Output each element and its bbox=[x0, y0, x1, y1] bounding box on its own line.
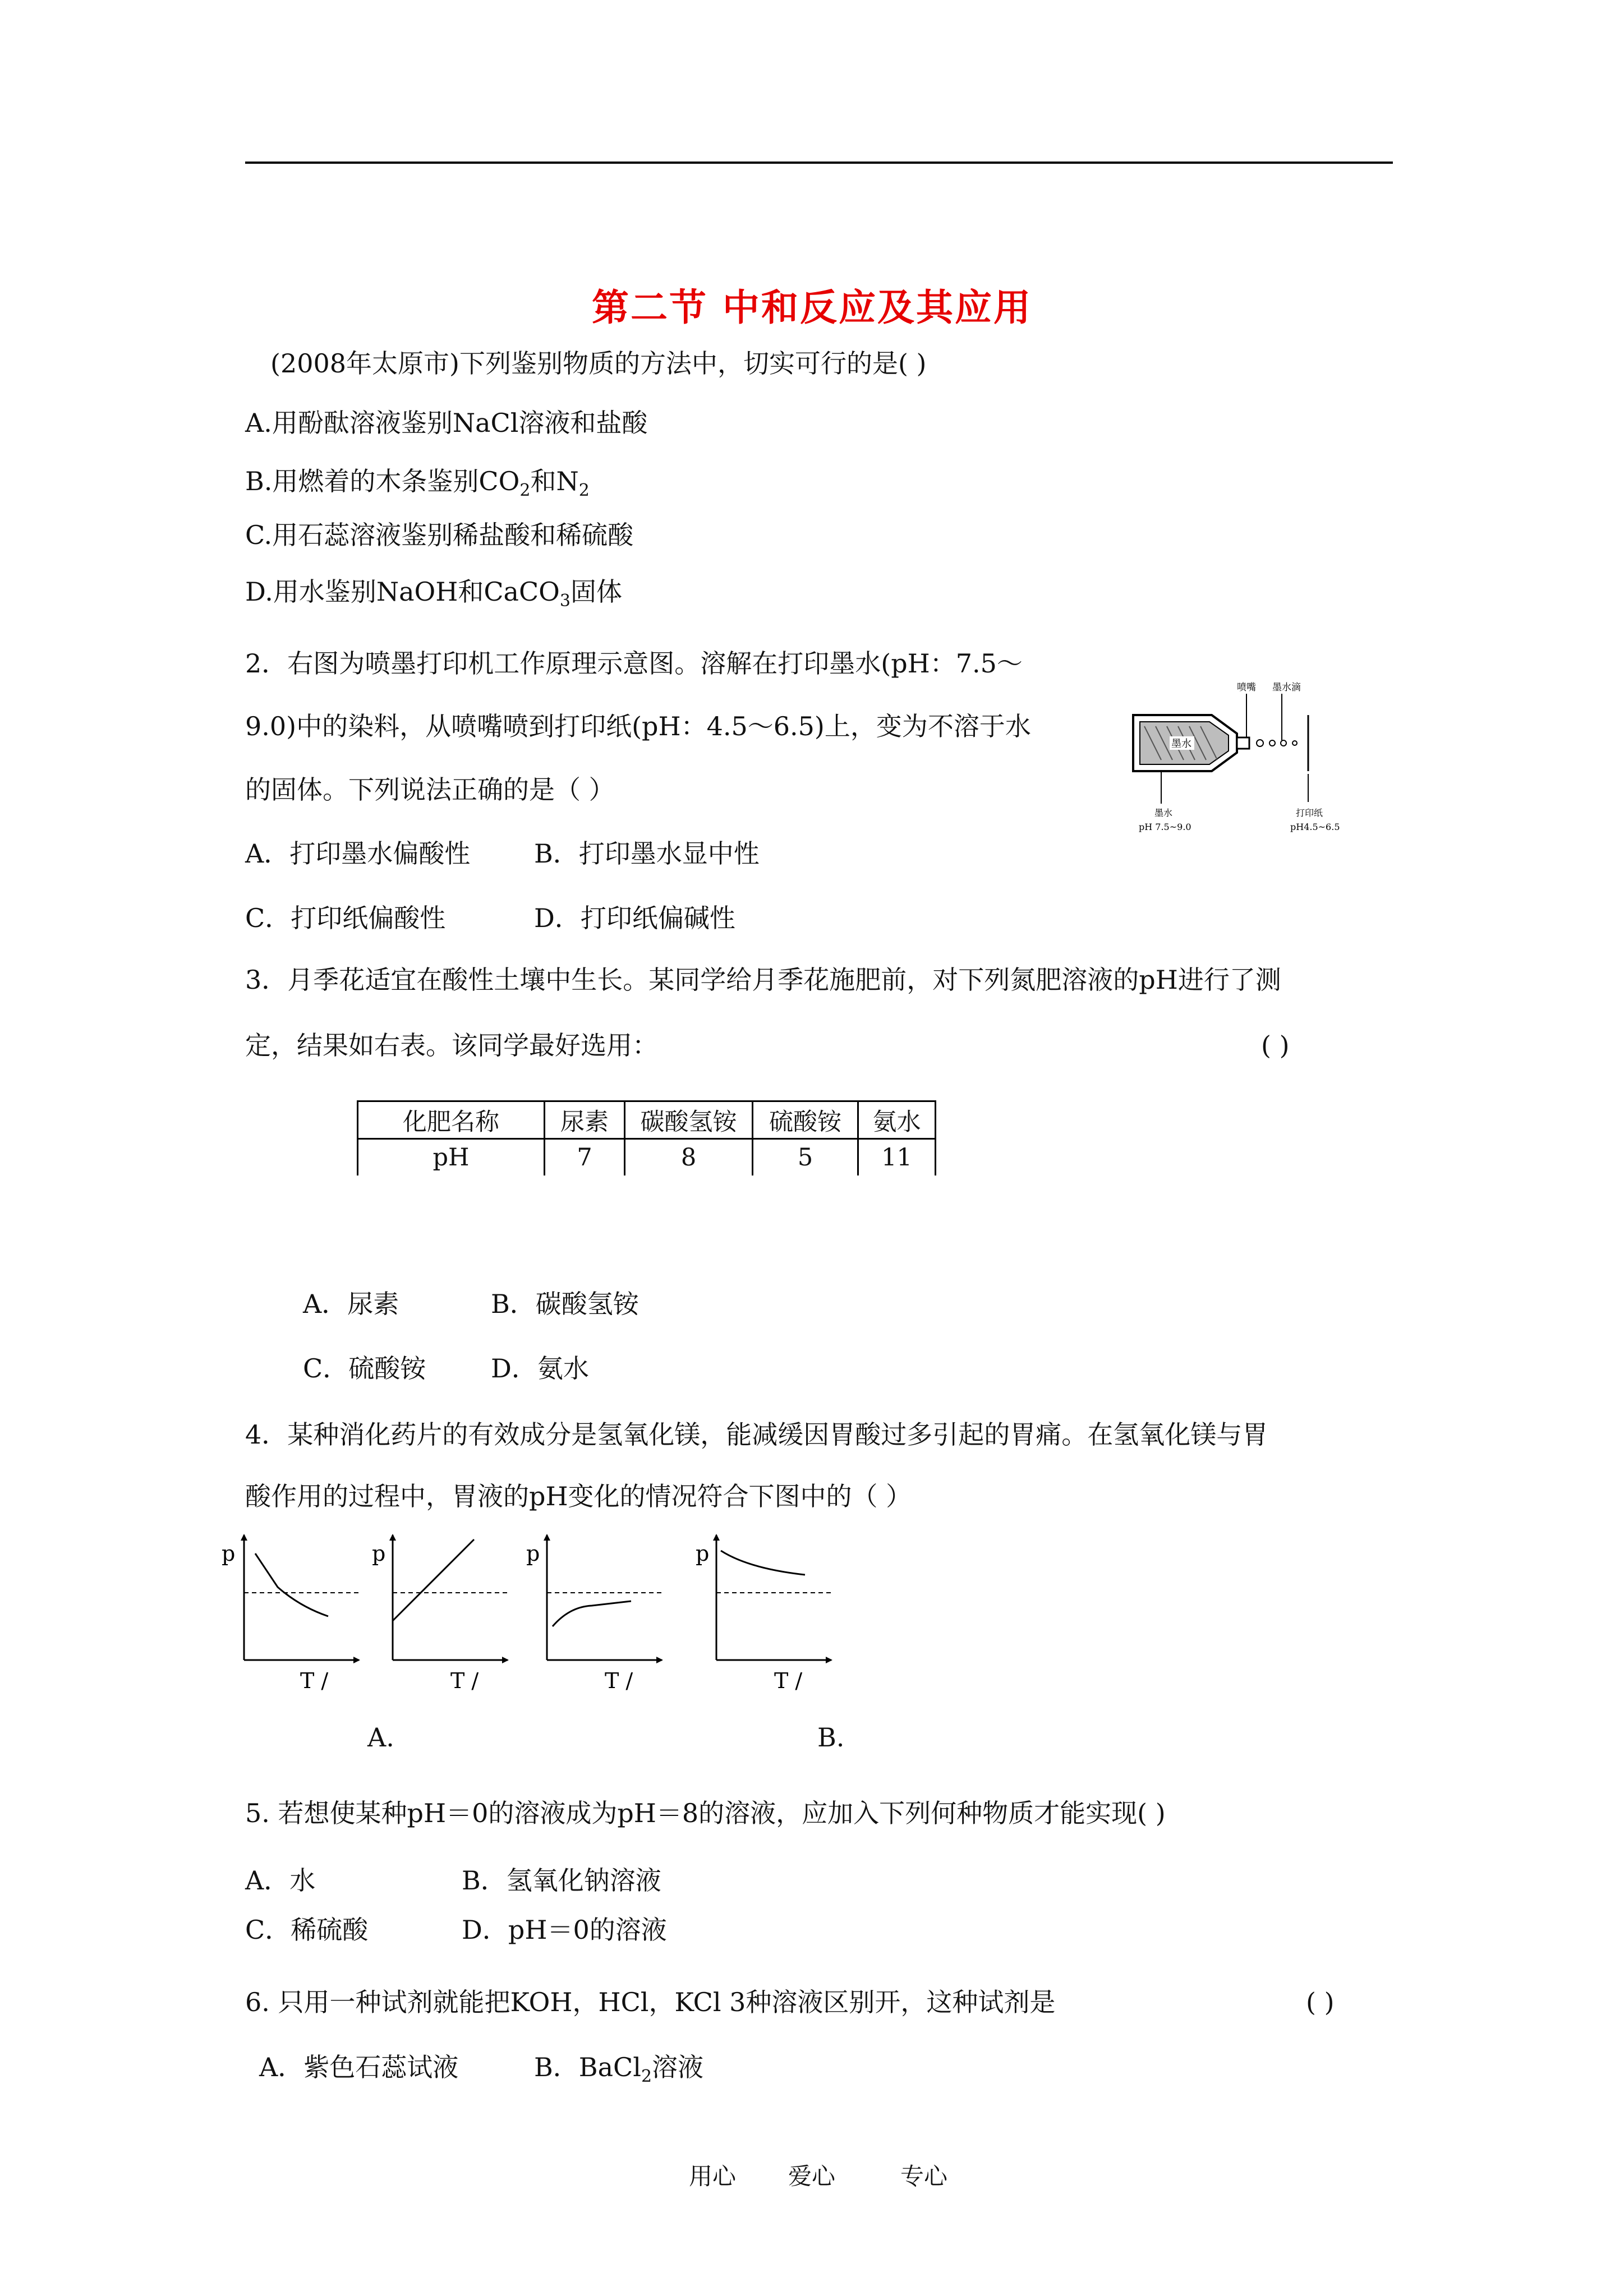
q2-option-b: B．打印墨水显中性 bbox=[534, 838, 760, 869]
footer-text-1: 用心 bbox=[689, 2163, 737, 2190]
ph-graph-1 bbox=[222, 1535, 359, 1691]
q3-option-c: C．硫酸铵 bbox=[303, 1353, 426, 1384]
ink-label: 墨水 bbox=[1154, 808, 1173, 818]
q2-option-a: A．打印墨水偏酸性 bbox=[245, 838, 471, 869]
ink-inside-label: 墨水 bbox=[1171, 738, 1191, 750]
q5-option-c: C．稀硫酸 bbox=[245, 1915, 369, 1945]
q1-option-d: D.用水鉴别NaOH和CaCO$_3$固体 bbox=[245, 577, 622, 611]
x-axis-label: T / bbox=[450, 1668, 479, 1691]
header-rule bbox=[245, 162, 1393, 164]
page-title: 第二节 中和反应及其应用 bbox=[592, 285, 1032, 329]
q3-line-1: 3．月季花适宜在酸性土壤中生长。某同学给月季花施肥前，对下列氮肥溶液的pH进行了测 bbox=[245, 965, 1281, 995]
ink-drop-label: 墨水滴 bbox=[1272, 682, 1301, 693]
q4-label-a: A. bbox=[367, 1722, 394, 1753]
table-row bbox=[358, 1139, 936, 1176]
table-cell: 7 bbox=[545, 1139, 625, 1176]
footer-text-3: 专心 bbox=[900, 2163, 948, 2190]
q6-option-a: A．紫色石蕊试液 bbox=[259, 2052, 459, 2082]
q5-option-d: D．pH＝0的溶液 bbox=[462, 1915, 667, 1945]
x-axis-label: T / bbox=[774, 1668, 803, 1691]
table-cell: 11 bbox=[858, 1139, 936, 1176]
table-header-cell: 氨水 bbox=[858, 1101, 936, 1139]
ph-curve bbox=[553, 1601, 631, 1626]
q5-option-b: B．氢氧化钠溶液 bbox=[462, 1865, 661, 1896]
q5-option-a: A．水 bbox=[245, 1865, 316, 1896]
inkjet-diagram bbox=[1128, 676, 1341, 850]
q6-stem: 6. 只用一种试剂就能把KOH，HCl，KCl 3种溶液区别开，这种试剂是 bbox=[245, 1987, 1056, 2017]
q1-option-b: B.用燃着的木条鉴别$CO_2$和$N_2$ bbox=[245, 466, 590, 501]
fertilizer-ph-table bbox=[357, 1100, 936, 1175]
ink-drop bbox=[1281, 740, 1286, 746]
q3-option-b: B．碳酸氢铵 bbox=[491, 1289, 639, 1319]
y-axis-label: p bbox=[526, 1541, 540, 1566]
nozzle bbox=[1237, 737, 1249, 749]
q6-option-b: B．BaCl$_2$溶液 bbox=[534, 2052, 704, 2087]
q6-answer-paren: ( ) bbox=[1306, 1987, 1335, 2017]
table-header-cell: 硫酸铵 bbox=[753, 1101, 858, 1139]
table-cell: 5 bbox=[753, 1139, 858, 1176]
q1-option-c: C.用石蕊溶液鉴别稀盐酸和稀硫酸 bbox=[245, 520, 634, 550]
ph-graph-4 bbox=[696, 1535, 831, 1691]
y-axis-label: p bbox=[372, 1541, 386, 1566]
table-header-row bbox=[358, 1101, 936, 1139]
q1-stem: (2008年太原市)下列鉴别物质的方法中，切实可行的是( ) bbox=[270, 348, 927, 379]
table-header-cell: 碳酸氢铵 bbox=[625, 1101, 753, 1139]
paper-label: 打印纸 bbox=[1296, 808, 1323, 818]
ink-drop bbox=[1269, 740, 1275, 746]
x-axis-label: T / bbox=[300, 1668, 329, 1691]
ink-drop bbox=[1257, 740, 1263, 746]
q3-answer-paren: ( ) bbox=[1261, 1030, 1290, 1061]
q1-option-a: A.用酚酞溶液鉴别NaCl溶液和盐酸 bbox=[245, 408, 648, 438]
q2-line-2: 9.0)中的染料，从喷嘴喷到打印纸(pH：4.5～6.5)上，变为不溶于水 bbox=[245, 711, 1031, 741]
ph-curve bbox=[255, 1553, 328, 1616]
table-header-cell: 化肥名称 bbox=[358, 1101, 545, 1139]
ph-graph-3 bbox=[526, 1535, 662, 1691]
x-axis-label: T / bbox=[605, 1668, 633, 1691]
q5-stem: 5. 若想使某种pH＝0的溶液成为pH＝8的溶液，应加入下列何种物质才能实现( ) bbox=[245, 1798, 1166, 1828]
q2-option-d: D．打印纸偏碱性 bbox=[534, 903, 735, 933]
ph-curve bbox=[393, 1539, 474, 1621]
table-header-cell: 尿素 bbox=[545, 1101, 625, 1139]
ink-ph-label: pH 7.5~9.0 bbox=[1139, 822, 1191, 832]
q2-line-1: 2．右图为喷墨打印机工作原理示意图。溶解在打印墨水(pH：7.5～ bbox=[245, 648, 1023, 679]
y-axis-label: p bbox=[696, 1541, 710, 1566]
table-cell: pH bbox=[358, 1139, 545, 1176]
ph-graph-2 bbox=[372, 1535, 508, 1691]
ink-drop bbox=[1292, 741, 1297, 745]
nozzle-label: 喷嘴 bbox=[1237, 682, 1256, 693]
q2-option-c: C．打印纸偏酸性 bbox=[245, 903, 446, 933]
y-axis-label: p bbox=[222, 1541, 236, 1566]
q4-line-1: 4．某种消化药片的有效成分是氢氧化镁，能减缓因胃酸过多引起的胃痛。在氢氧化镁与胃 bbox=[245, 1419, 1268, 1450]
footer-text-2: 爱心 bbox=[788, 2163, 836, 2190]
q3-option-a: A．尿素 bbox=[303, 1289, 399, 1319]
q2-line-3: 的固体。下列说法正确的是（ ） bbox=[245, 774, 615, 805]
q4-line-2: 酸作用的过程中，胃液的pH变化的情况符合下图中的（ ） bbox=[245, 1481, 912, 1511]
q4-label-b: B. bbox=[817, 1722, 845, 1753]
ph-curve bbox=[721, 1551, 805, 1575]
table-cell: 8 bbox=[625, 1139, 753, 1176]
paper-ph-label: pH4.5~6.5 bbox=[1290, 822, 1340, 832]
q3-option-d: D．氨水 bbox=[491, 1353, 589, 1384]
q3-line-2: 定，结果如右表。该同学最好选用： bbox=[245, 1030, 658, 1061]
ph-graphs bbox=[222, 1523, 881, 1691]
